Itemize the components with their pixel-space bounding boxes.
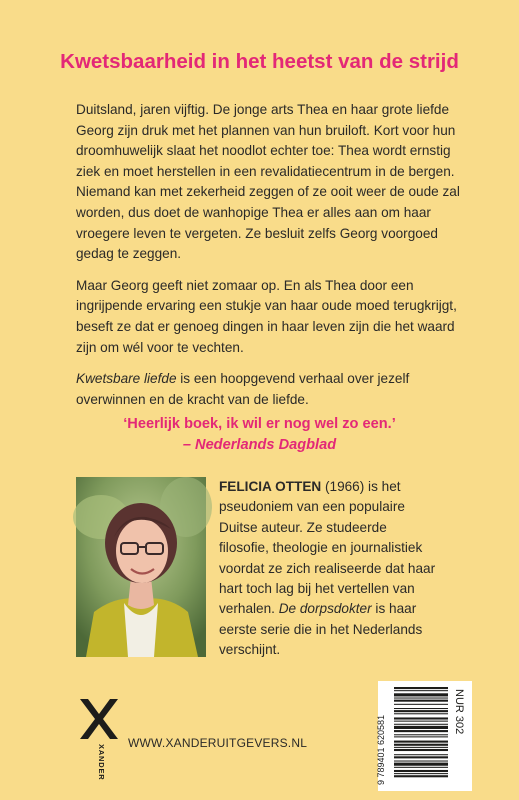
barcode-bar bbox=[394, 736, 448, 737]
blurb-paragraph-1: Duitsland, jaren vijftig. De jonge arts Thea en haar grote liefde Georg zijn druk met het plannen van hun bruiloft. Kort voor hun droomhuwelijk slaat het noodlot echter toe: Thea wordt ernstig ziek en moet herstellen in een revalidatiecentrum in de bergen. Niemand kan met zekerheid zeggen of ze ooit weer de oude zal worden, dus doet de wanhopige Thea er alles aan om haar vroegere leven te vergeten. Ze besluit zelfs Georg voorgoed gedag te zeggen. bbox=[76, 102, 460, 262]
barcode-bar bbox=[394, 744, 448, 746]
barcode-bar bbox=[394, 698, 448, 699]
barcode-bar bbox=[394, 756, 448, 758]
bio-text-2: is haar eerste serie die in het Nederlands verschijnt. bbox=[219, 601, 423, 658]
barcode-bar bbox=[394, 693, 448, 696]
barcode-bar bbox=[394, 749, 448, 751]
blurb-paragraph-3 bbox=[76, 369, 466, 410]
barcode-bar bbox=[394, 773, 448, 774]
logo-text: XANDER bbox=[97, 744, 106, 781]
barcode-bar bbox=[394, 717, 448, 719]
barcode-bars bbox=[394, 687, 448, 777]
barcode-bar bbox=[394, 700, 448, 702]
barcode-bar bbox=[394, 724, 448, 725]
xander-logo bbox=[78, 697, 120, 781]
blurb-paragraph-2: Maar Georg geeft niet zomaar op. En als Thea door een ingrijpende ervaring een stukje van haar oude moed terugkrijgt, beseft ze dat er genoeg dingen in haar leven zijn die het waard zijn om wél voor te vechten. bbox=[76, 277, 457, 355]
series-title: De dorpsdokter bbox=[278, 601, 372, 617]
quote-attribution: – Nederlands Dagblad bbox=[182, 437, 337, 453]
isbn-number: 9 789401 620581 bbox=[376, 714, 386, 785]
barcode-bar bbox=[394, 690, 448, 691]
author-name: FELICIA OTTEN bbox=[219, 479, 322, 494]
website-link[interactable]: WWW.XANDERUITGEVERS.NL bbox=[128, 736, 308, 750]
barcode-bar bbox=[394, 775, 448, 777]
barcode-bar bbox=[394, 770, 448, 772]
blurb bbox=[76, 100, 466, 421]
barcode-bar bbox=[394, 763, 448, 766]
blurb-paragraph-3-text: is een hoopgevend verhaal over jezelf overwinnen en de kracht van de liefde. bbox=[76, 371, 410, 407]
author-photo bbox=[76, 477, 206, 657]
barcode-bar bbox=[394, 726, 448, 729]
nur-code: NUR 302 bbox=[453, 689, 465, 735]
review-quote bbox=[0, 414, 519, 456]
headline: Kwetsbaarheid in het heetst van de strijd bbox=[60, 50, 459, 73]
barcode-bar bbox=[394, 721, 448, 722]
barcode-bar bbox=[394, 713, 448, 714]
barcode-bar bbox=[394, 754, 448, 755]
barcode-bar bbox=[394, 710, 448, 712]
barcode-bar bbox=[394, 730, 448, 732]
barcode-bar bbox=[394, 767, 448, 768]
author-bio bbox=[219, 477, 439, 661]
quote-text: ‘Heerlijk boek, ik wil er nog wel zo een.’ bbox=[123, 416, 396, 432]
barcode-bar bbox=[394, 734, 448, 735]
book-title: Kwetsbare liefde bbox=[76, 371, 177, 387]
barcode-bar bbox=[394, 747, 448, 748]
barcode bbox=[378, 681, 472, 791]
barcode-bar bbox=[394, 741, 448, 743]
barcode-bar bbox=[394, 687, 448, 689]
bio-text-1: (1966) is het pseudoniem van een populaire Duitse auteur. Ze studeerde filosofie, theologie en journalistiek voordat ze zich realiseerde dat haar hart toch lag bij het vertellen van verhalen. bbox=[219, 479, 436, 617]
barcode-bar bbox=[394, 761, 448, 762]
barcode-bar bbox=[394, 704, 448, 705]
barcode-bar bbox=[394, 708, 448, 709]
